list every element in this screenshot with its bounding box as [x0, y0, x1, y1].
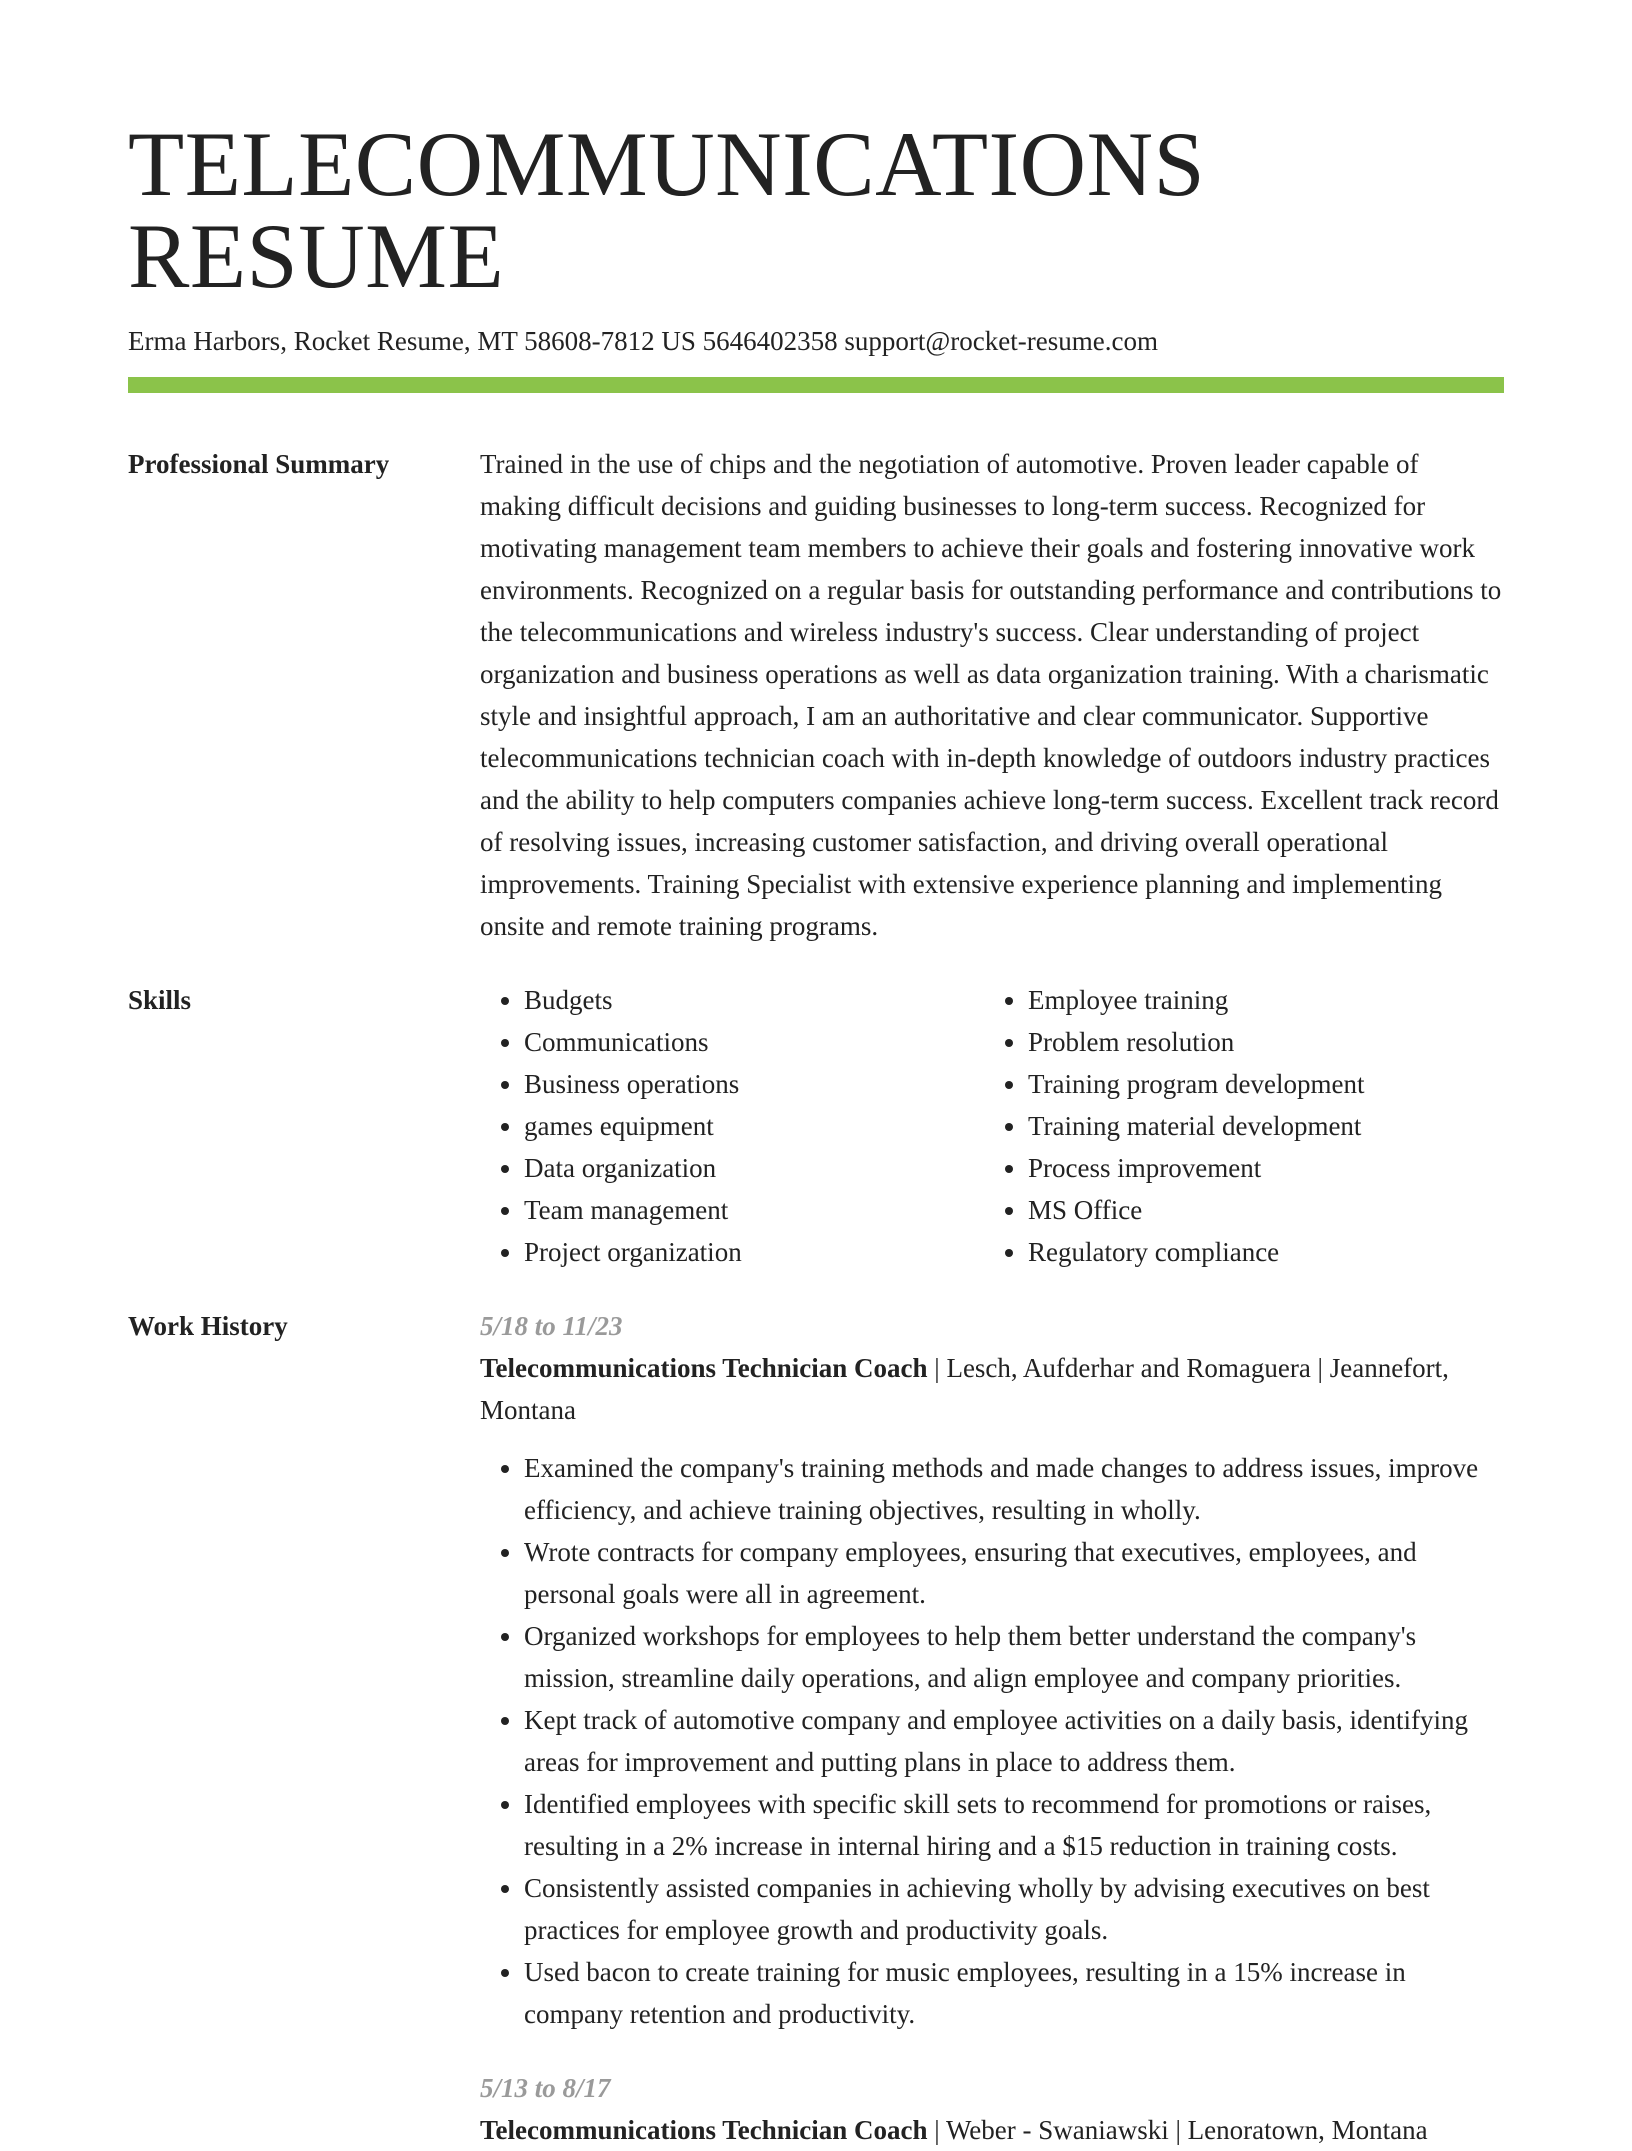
job-details: | Lesch, Aufderhar and Romaguera | Jeannefort, Montana	[480, 1353, 1449, 1426]
skill-item: • Business operations	[524, 1063, 984, 1105]
job-bullet: • Kept track of automotive company and employee activities on a daily basis, identifying areas for improvement and putting plans in place to address them.	[524, 1699, 1504, 1783]
job-entry	[480, 2067, 1504, 2151]
skill-item: • Problem resolution	[1028, 1021, 1488, 1063]
job-bullets	[480, 1447, 1504, 2035]
skill-item: • Communications	[524, 1021, 984, 1063]
job-title: Telecommunications Technician Coach	[480, 1353, 928, 1384]
skill-item: • MS Office	[1028, 1189, 1488, 1231]
section-label-summary: Professional Summary	[128, 449, 390, 480]
job-bullet: • Used bacon to create training for music employees, resulting in a 15% increase in company retention and productivity.	[524, 1951, 1504, 2035]
job-bullet: • Identified employees with specific skill sets to recommend for promotions or raises, resulting in a 2% increase in internal hiring and a $15 reduction in training costs.	[524, 1783, 1504, 1867]
section-label-work: Work History	[128, 1311, 288, 1342]
skills-list-left	[480, 979, 984, 1273]
skill-item: • Project organization	[524, 1231, 984, 1273]
job-title: Telecommunications Technician Coach	[480, 2115, 928, 2146]
job-bullet: • Wrote contracts for company employees, ensuring that executives, employees, and personal goals were all in agreement.	[524, 1531, 1504, 1615]
skill-item: • Team management	[524, 1189, 984, 1231]
skills-list-right	[984, 979, 1488, 1273]
skill-item: • Process improvement	[1028, 1147, 1488, 1189]
job-dates: 5/18 to 11/23	[480, 1311, 623, 1342]
job-bullet: • Examined the company's training methods and made changes to address issues, improve efficiency, and achieve training objectives, resulting in wholly.	[524, 1447, 1504, 1531]
skill-item: • Training program development	[1028, 1063, 1488, 1105]
job-entry	[480, 1305, 1504, 2035]
section-label-skills: Skills	[128, 985, 192, 1016]
skill-item: • Training material development	[1028, 1105, 1488, 1147]
resume-title: TELECOMMUNICATIONS RESUME	[128, 113, 1206, 307]
job-heading	[480, 2109, 1504, 2151]
skill-item: • Employee training	[1028, 979, 1488, 1021]
summary-text: Trained in the use of chips and the negotiation of automotive. Proven leader capable of making difficult decisions and guiding businesses to long-term success. Recognized for motivating management team members to achieve their goals and fostering innovative work environments. Recognized on a regular basis for outstanding performance and contributions to the telecommunications and wireless industry's success. Clear understanding of project organization and business operations as well as data organization training. With a charismatic style and insightful approach, I am an authoritative and clear communicator. Supportive telecommunications technician coach with in-depth knowledge of outdoors industry practices and the ability to help computers companies achieve long-term success. Excellent track record of resolving issues, increasing customer satisfaction, and driving overall operational improvements. Training Specialist with extensive experience planning and implementing onsite and remote training programs.	[480, 449, 1502, 942]
contact-line: Erma Harbors, Rocket Resume, MT 58608-7812 US 5646402358 support@rocket-resume.com	[128, 326, 1158, 356]
work-history-section	[128, 1305, 1504, 2151]
skill-item: • Data organization	[524, 1147, 984, 1189]
job-heading	[480, 1347, 1504, 1431]
skills-section	[128, 979, 1504, 1273]
job-bullet: • Consistently assisted companies in achieving wholly by advising executives on best practices for employee growth and productivity goals.	[524, 1867, 1504, 1951]
job-dates: 5/13 to 8/17	[480, 2073, 611, 2104]
work-history-body	[480, 1305, 1504, 2151]
job-bullet: • Organized workshops for employees to help them better understand the company's mission, streamline daily operations, and align employee and company priorities.	[524, 1615, 1504, 1699]
skill-item: • games equipment	[524, 1105, 984, 1147]
skill-item: • Regulatory compliance	[1028, 1231, 1488, 1273]
professional-summary-section	[128, 443, 1504, 947]
accent-divider	[128, 377, 1504, 393]
skill-item: • Budgets	[524, 979, 984, 1021]
skills-columns	[480, 979, 1504, 1273]
job-details: | Weber - Swaniawski | Lenoratown, Montana	[927, 2115, 1428, 2146]
